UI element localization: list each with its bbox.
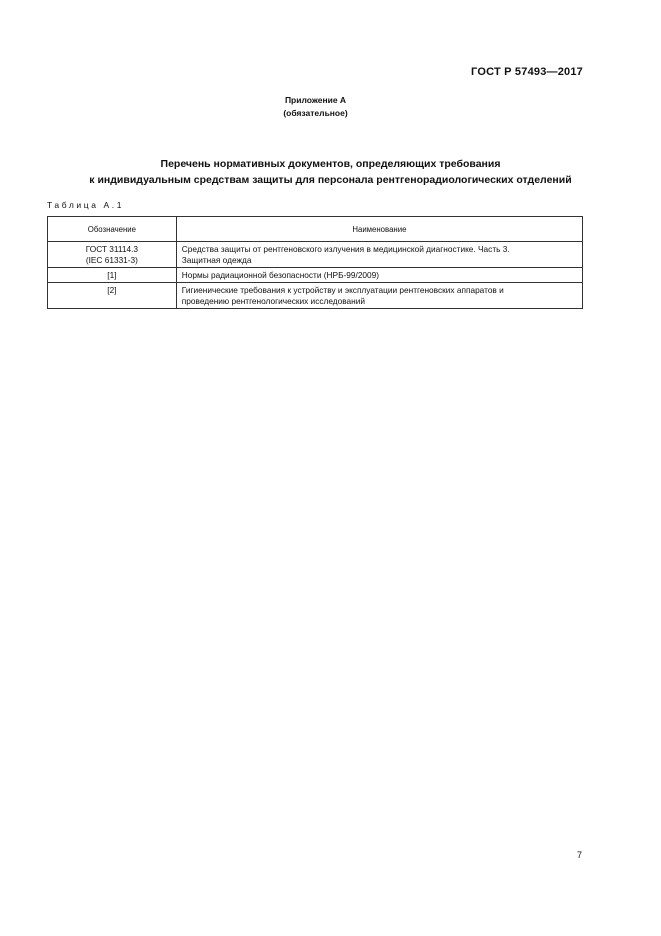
annex-heading	[0, 94, 631, 120]
designation-cell	[48, 283, 177, 309]
table-caption: Таблица А.1	[47, 200, 125, 210]
annex-status: (обязательное)	[283, 108, 348, 118]
designation-line: ГОСТ 31114.3	[85, 244, 139, 254]
name-cell	[176, 283, 582, 309]
document-title-line-2: к индивидуальным средствам защиты для персонала рентгенорадиологических отделений	[89, 174, 572, 186]
designation-line: [1]	[107, 270, 117, 280]
designation-cell	[48, 242, 177, 268]
name-line: проведению рентгенологических исследований	[181, 296, 366, 306]
document-title-line-1: Перечень нормативных документов, определяющих требования	[160, 158, 501, 170]
page-number: 7	[576, 850, 582, 860]
table-row	[48, 268, 583, 283]
header-name: Наименование	[176, 217, 582, 242]
standard-code: ГОСТ Р 57493—2017	[471, 66, 583, 78]
designation-cell	[48, 268, 177, 283]
header-designation: Обозначение	[48, 217, 177, 242]
name-line: Нормы радиационной безопасности (НРБ-99/2009)	[181, 270, 380, 280]
table-row	[48, 283, 583, 309]
name-line: Защитная одежда	[181, 255, 252, 265]
designation-line: (IEC 61331-3)	[85, 255, 138, 265]
designation-line: [2]	[107, 285, 117, 295]
references-table	[47, 216, 583, 309]
table-row	[48, 242, 583, 268]
annex-title: Приложение А	[284, 95, 347, 105]
document-title	[20, 156, 641, 188]
name-line: Гигиенические требования к устройству и эксплуатации рентгеновских аппаратов и	[181, 285, 504, 295]
table-header-row	[48, 217, 583, 242]
name-line: Средства защиты от рентгеновского излучения в медицинской диагностике. Часть 3.	[181, 244, 510, 254]
name-cell	[176, 268, 582, 283]
name-cell	[176, 242, 582, 268]
